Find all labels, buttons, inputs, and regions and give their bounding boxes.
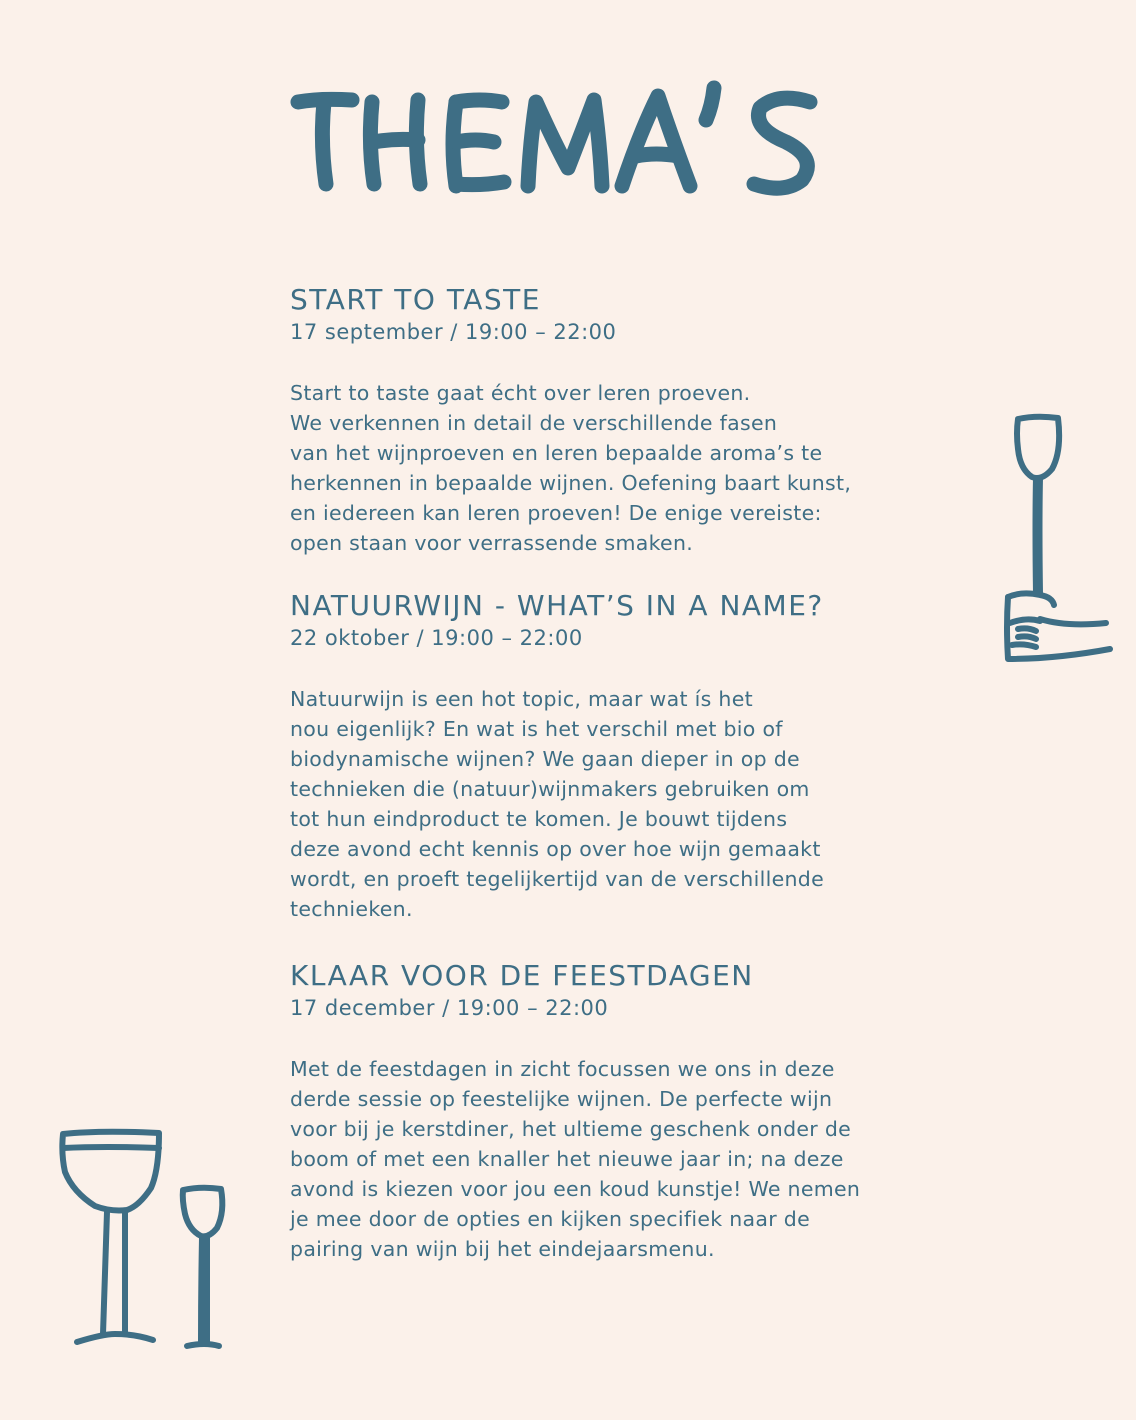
session-title: START TO TASTE <box>290 283 541 316</box>
session-description: Met de feestdagen in zicht focussen we ons in deze derde sessie op feestelijke wijnen. De perfecte wijn voor bij je kerstdiner, het ultieme geschenk onder de boom of met een knaller het nieuwe jaar in; na deze avond is kiezen voor jou een koud kunstje! We nemen je mee door de opties en kijken specifiek naar de pairing van wijn bij het eindejaarsmenu. <box>290 1057 861 1261</box>
session-description: Start to taste gaat écht over leren proeven. We verkennen in detail de verschillende fasen van het wijnproeven en leren bepaalde aroma’s te herkennen in bepaalde wijnen. Oefening baart kunst, en iedereen kan leren proeven! De enige vereiste: open staan voor verrassende smaken. <box>290 381 852 555</box>
session-title: KLAAR VOOR DE FEESTDAGEN <box>290 959 754 992</box>
session-title: NATUURWIJN - WHAT’S IN A NAME? <box>290 589 824 622</box>
two-wine-glasses-icon <box>55 1120 235 1364</box>
session-start-to-taste <box>290 282 930 558</box>
hand-holding-wine-glass-icon <box>996 405 1121 679</box>
session-date: 17 september / 19:00 – 22:00 <box>290 320 617 344</box>
session-description: Natuurwijn is een hot topic, maar wat ís het nou eigenlijk? En wat is het verschil met bio of biodynamische wijnen? We gaan dieper in op de technieken die (natuur)wijnmakers gebruiken om tot hun eindproduct te komen. Je bouwt tijdens deze avond echt kennis op over hoe wijn gemaakt wordt, en proeft tegelijkertijd van de verschillende technieken. <box>290 687 825 921</box>
sessions-list <box>290 282 930 1264</box>
session-date: 22 oktober / 19:00 – 22:00 <box>290 626 583 650</box>
session-klaar-voor-de-feestdagen <box>290 958 930 1264</box>
session-natuurwijn <box>290 588 930 924</box>
page-title-lettering <box>290 72 850 212</box>
session-date: 17 december / 19:00 – 22:00 <box>290 996 609 1020</box>
page-title <box>290 72 850 212</box>
